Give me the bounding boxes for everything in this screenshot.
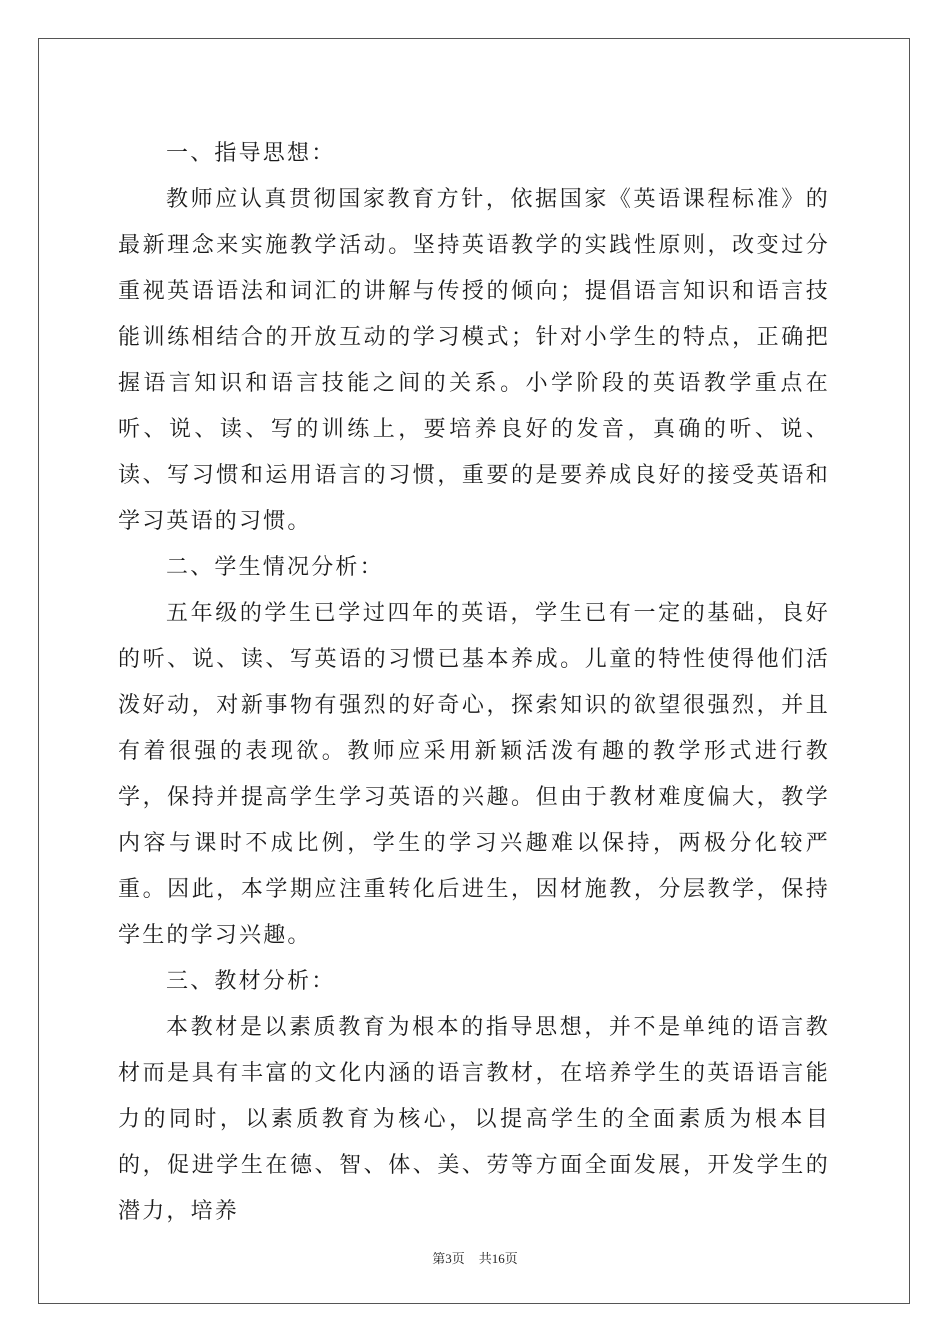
section-body-textbook-analysis: 本教材是以素质教育为根本的指导思想，并不是单纯的语言教材而是具有丰富的文化内涵的语言教材，在培养学生的英语语言能力的同时，以素质教育为核心，以提高学生的全面素质为根本目的，促进学生在德、智、体、美、劳等方面全面发展，开发学生的潜力，培养 (118, 1015, 830, 1224)
section-heading-textbook-analysis: 三、教材分析： (166, 969, 336, 994)
page-footer (0, 1248, 950, 1267)
section-body-student-analysis: 五年级的学生已学过四年的英语，学生已有一定的基础，良好的听、说、读、写英语的习惯已基本养成。儿童的特性使得他们活泼好动，对新事物有强烈的好奇心，探索知识的欲望很强烈，并且有着很强的表现欲。教师应采用新颖活泼有趣的教学形式进行教学，保持并提高学生学习英语的兴趣。但由于教材难度偏大，教学内容与课时不成比例，学生的学习兴趣难以保持，两极分化较严重。因此，本学期应注重转化后进生，因材施教，分层教学，保持学生的学习兴趣。 (118, 601, 830, 948)
page-number: 第3页 (432, 1251, 465, 1266)
section-heading-guiding-ideology: 一、指导思想： (166, 141, 336, 166)
page-total: 共16页 (478, 1251, 518, 1266)
document-body (118, 131, 830, 1235)
section-heading-student-analysis: 二、学生情况分析： (166, 555, 384, 580)
section-body-guiding-ideology: 教师应认真贯彻国家教育方针，依据国家《英语课程标准》的最新理念来实施教学活动。坚持英语教学的实践性原则，改变过分重视英语语法和词汇的讲解与传授的倾向；提倡语言知识和语言技能训练相结合的开放互动的学习模式；针对小学生的特点，正确把握语言知识和语言技能之间的关系。小学阶段的英语教学重点在听、说、读、写的训练上，要培养良好的发音，真确的听、说、读、写习惯和运用语言的习惯，重要的是要养成良好的接受英语和学习英语的习惯。 (118, 187, 830, 534)
